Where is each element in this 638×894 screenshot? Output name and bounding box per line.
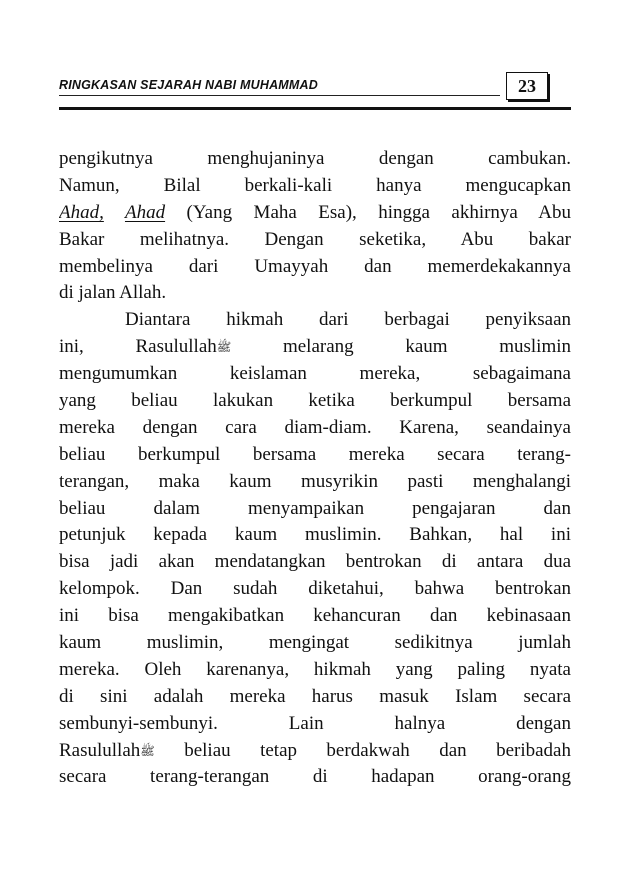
text-line: beliau dalam menyampaikan pengajaran dan — [59, 497, 571, 519]
paragraph-first-line: Diantara hikmah dari berbagai penyiksaan — [125, 309, 571, 331]
text-line: membelinya dari Umayyah dan memerdekakannya — [59, 255, 571, 277]
text-line: sembunyi-sembunyi. Lain halnya dengan — [59, 712, 571, 734]
running-header-title: RINGKASAN SEJARAH NABI MUHAMMAD — [59, 78, 318, 92]
text-span: (Yang Maha Esa), hingga akhirnya Abu — [165, 201, 571, 223]
page-number: 23 — [506, 72, 548, 100]
text-line: di sini adalah mereka harus masuk Islam secara — [59, 685, 571, 707]
text-line: yang beliau lakukan ketika berkumpul bersama — [59, 390, 571, 412]
text-line — [59, 200, 571, 227]
header-thin-rule — [59, 95, 500, 96]
page-header — [59, 70, 573, 112]
text-line: kaum muslimin, mengingat sedikitnya jumlah — [59, 632, 571, 654]
text-line: kelompok. Dan sudah diketahui, bahwa bentrokan — [59, 578, 571, 600]
header-thick-rule — [59, 107, 571, 110]
text-line: secara terang-terangan di hadapan orang-orang — [59, 766, 571, 788]
text-line: beliau berkumpul bersama mereka secara terang- — [59, 443, 571, 465]
text-line: mereka. Oleh karenanya, hikmah yang paling nyata — [59, 658, 571, 680]
text-line: ini, Rasulullahﷺ melarang kaum muslimin — [59, 336, 571, 358]
text-line: pengikutnya menghujaninya dengan cambukan. — [59, 148, 571, 169]
text-line: mereka dengan cara diam-diam. Karena, seandainya — [59, 416, 571, 438]
body-text — [59, 146, 571, 791]
text-line: mengumumkan keislaman mereka, sebagaimana — [59, 363, 571, 385]
salawat-symbol-icon: ﷺ — [216, 340, 232, 355]
text-line: Bakar melihatnya. Dengan seketika, Abu bakar — [59, 228, 571, 250]
italic-term: Ahad — [124, 201, 166, 223]
italic-term: Ahad, — [59, 201, 104, 223]
text-line: Rasulullahﷺ beliau tetap berdakwah dan beribadah — [59, 739, 571, 761]
salawat-symbol-icon: ﷺ — [140, 743, 155, 758]
text-line: ini bisa mengakibatkan kehancuran dan kebinasaan — [59, 605, 571, 627]
text-line: Namun, Bilal berkali-kali hanya mengucapkan — [59, 174, 571, 196]
text-line: bisa jadi akan mendatangkan bentrokan di antara dua — [59, 551, 571, 573]
text-line: di jalan Allah. — [59, 282, 167, 304]
text-line: petunjuk kepada kaum muslimin. Bahkan, hal ini — [59, 524, 571, 546]
text-line: terangan, maka kaum musyrikin pasti menghalangi — [59, 470, 571, 492]
